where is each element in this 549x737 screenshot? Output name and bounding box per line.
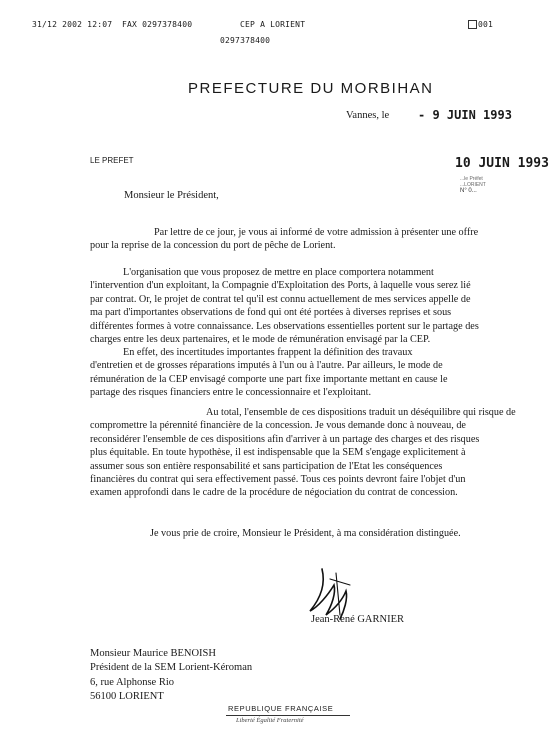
recipient-line: Monsieur Maurice BENOISH [90, 648, 216, 659]
fax-datetime: 31/12 2002 12:07 [32, 20, 113, 29]
text-line: examen approfondi dans le cadre de la procédure de négociation du contrat de concession. [90, 487, 458, 499]
paragraph-2 [90, 266, 479, 346]
text-line: différentes formes à votre connaissance. Les observations essentielles portent sur le partage des [90, 320, 479, 332]
salutation: Monsieur le Président, [124, 190, 219, 201]
text-line: reconsidérer l'ensemble de ces dispositions afin d'arriver à un partage des charges et des risques [90, 433, 480, 445]
text-line: Je vous prie de croire, Monsieur le Président, à ma considération distinguée. [150, 528, 461, 539]
fax-page-icon [468, 20, 477, 30]
fax-page: 001 [478, 20, 494, 29]
text-line: En effet, des incertitudes importantes frappent la définition des travaux [123, 347, 413, 358]
text-line: l'intervention d'un exploitant, la Compagnie d'Exploitation des Ports, à laquelle vous serez lié [90, 280, 471, 292]
paragraph-5 [90, 527, 461, 540]
text-line: pour la reprise de la concession du port de pêche de Lorient. [90, 240, 336, 252]
republic-label: REPUBLIQUE FRANÇAISE [228, 704, 334, 713]
paragraph-4 [90, 406, 516, 500]
text-line: partage des risques financiers entre le concessionnaire et l'exploitant. [90, 387, 372, 399]
text-line: plus équitable. En toute hypothèse, il est indispensable que la SEM s'engage explicitement à [90, 447, 466, 459]
fax-sender-number: 0297378400 [220, 36, 271, 45]
text-line: assumer sous son entière responsabilité et sans participation de l'Etat les conséquences [90, 460, 443, 472]
text-line: Par lettre de ce jour, je vous ai informé de votre admission à présenter une offre [154, 227, 479, 238]
motto: Liberté Égalité Fraternité [236, 717, 304, 724]
paragraph-1 [90, 226, 478, 253]
text-line: rémunération de la CEP envisagé comporte une part fixe importante mettant en cause le [90, 373, 448, 385]
sender-label: LE PREFET [90, 156, 134, 165]
text-line: financières du contrat qui sera effectivement passé. Tous ces points devront faire l'objet d'un [90, 474, 466, 486]
received-stamp-line: ...LORIENT [460, 182, 486, 188]
text-line: ma part d'importantes observations de fond qui ont été portées à diverses reprises et sous [90, 307, 452, 319]
signatory-name: Jean-René GARNIER [311, 614, 405, 625]
received-stamp-block [460, 176, 486, 194]
text-line: par contrat. Or, le projet de contrat tel qu'il est connu actuellement de mes services appelle de [90, 293, 471, 305]
text-line: d'entretien et de grosses réparations imputés à l'un ou à l'autre. Par ailleurs, le mode de [90, 360, 443, 372]
footer-divider [226, 715, 350, 716]
received-stamp-line: ...le Préfet [460, 176, 483, 182]
fax-number: FAX 0297378400 [122, 20, 193, 29]
text-line: compromettre la pérennité financière de la concession. Je vous demande donc à nouveau, de [90, 420, 466, 432]
received-date-stamp: 10 JUIN 1993 [455, 156, 549, 171]
fax-sender: CEP A LORIENT [240, 20, 306, 29]
recipient-address [90, 647, 252, 704]
prefecture-title: PREFECTURE DU MORBIHAN [188, 80, 434, 97]
recipient-line: 56100 LORIENT [90, 690, 164, 702]
received-stamp-line: N° 0... [460, 188, 477, 194]
text-line: L'organisation que vous proposez de mettre en place comportera notamment [123, 267, 434, 278]
text-line: charges entre les deux partenaires, et le mode de rémunération envisagé par la CEP. [90, 334, 431, 346]
recipient-line: 6, rue Alphonse Rio [90, 676, 174, 688]
date-stamp: - 9 JUIN 1993 [418, 108, 512, 122]
text-line: Au total, l'ensemble de ces dispositions traduit un déséquilibre qui risque de [206, 407, 516, 418]
paragraph-3 [90, 346, 447, 400]
recipient-line: Président de la SEM Lorient-Kéroman [90, 662, 253, 674]
place-date-prefix: Vannes, le [346, 110, 390, 121]
